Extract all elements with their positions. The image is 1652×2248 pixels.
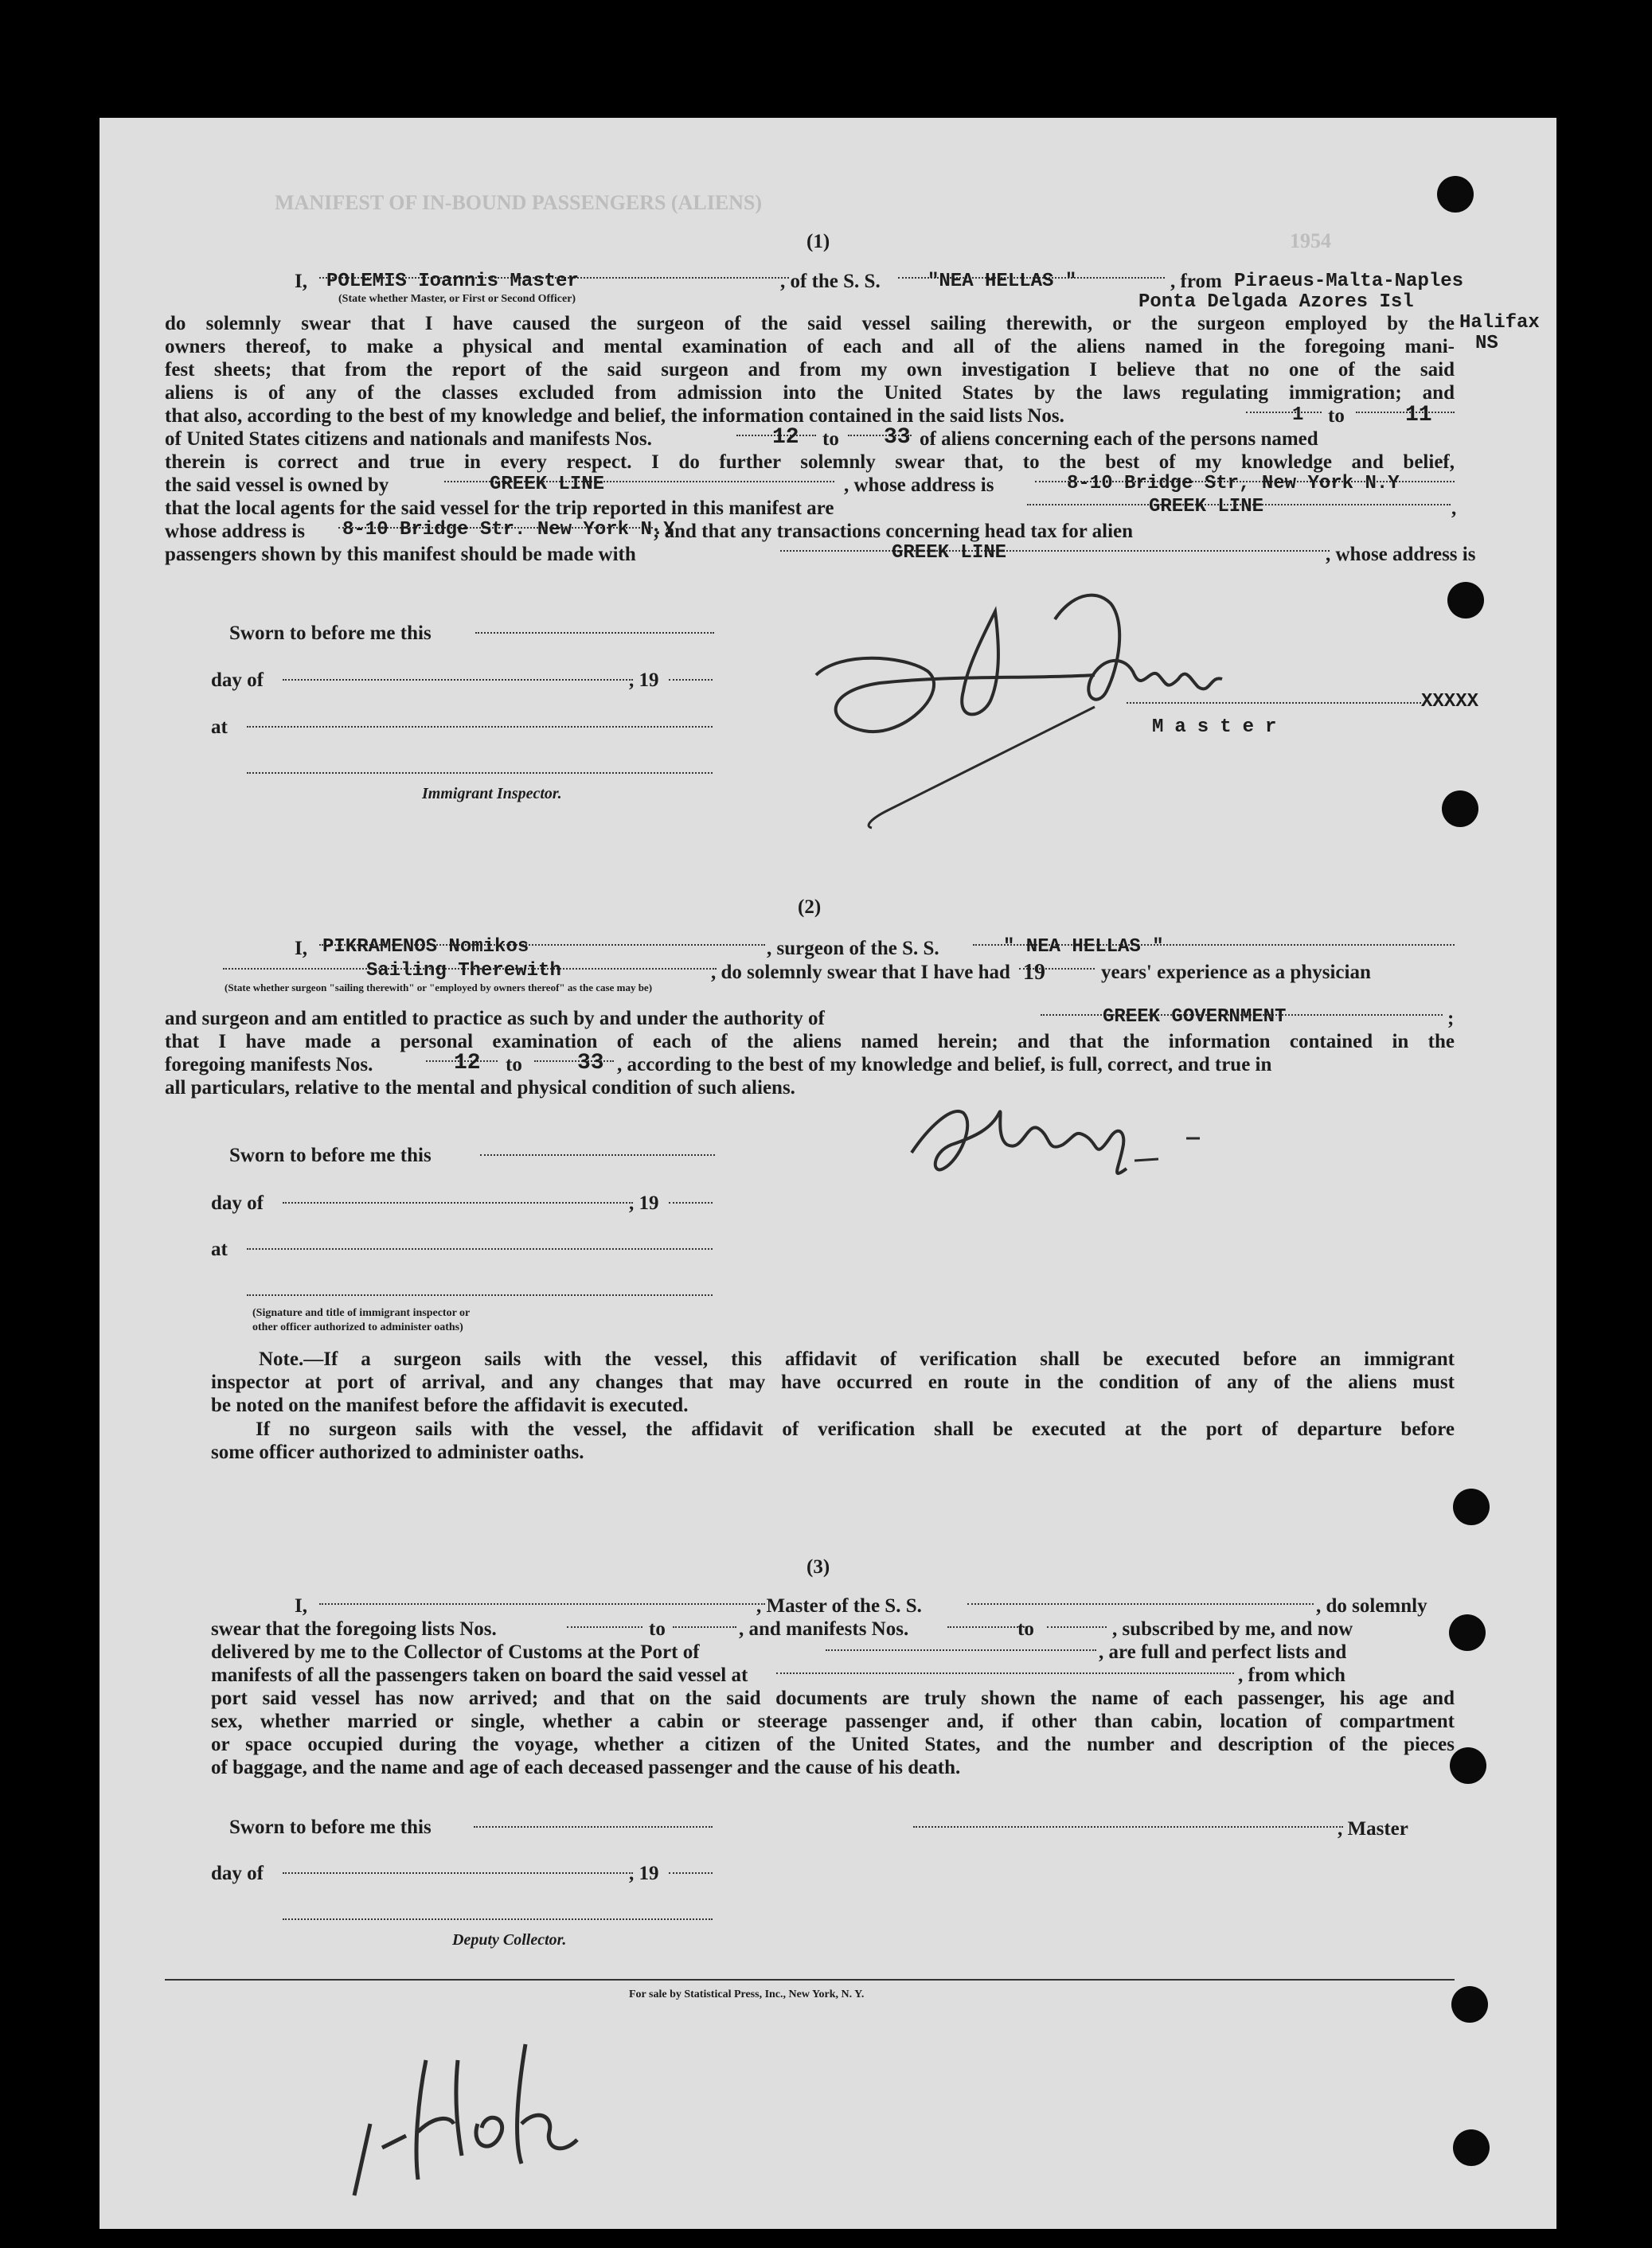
s2-line4a: foregoing manifests Nos. — [165, 1054, 373, 1075]
s1-head-tax-label: ; and that any transactions concerning head tax for alien — [653, 521, 1134, 542]
s2-at: at — [211, 1239, 228, 1260]
s1-line6b: of aliens concerning each of the persons named — [920, 428, 1318, 450]
footer-printer: For sale by Statistical Press, Inc., New York, N. Y. — [629, 1988, 865, 2000]
s3-nineteen: , 19 — [629, 1863, 659, 1884]
s1-owned-label: the said vessel is owned by — [165, 474, 389, 496]
s1-owner: GREEK LINE — [490, 474, 605, 495]
s1-agent-address: 8-10 Bridge Str. New York N.Y — [342, 519, 675, 541]
s3-year-line — [669, 1872, 713, 1874]
s1-line5a: that also, according to the best of my knowledge and belief, the information contained in the said lists Nos. — [165, 405, 1064, 427]
s2-line4b: , according to the best of my knowledge and belief, is full, correct, and true in — [617, 1054, 1272, 1075]
s2-line5: all particulars, relative to the mental and physical condition of such aliens. — [165, 1077, 795, 1099]
s3-day-line — [283, 1872, 633, 1874]
s2-line2: and surgeon and am entitled to practice as such by and under the authority of — [165, 1008, 825, 1029]
s1-line1: do solemnly swear that I have caused the surgeon of the said vessel sailing therewith, or the surgeon employed by the — [165, 313, 1455, 334]
s3-line3a: delivered by me to the Collector of Customs at the Port of — [211, 1641, 700, 1663]
surgeon-signature — [896, 1089, 1342, 1184]
s1-officer-caption: (State whether Master, or First or Second Officer) — [338, 293, 576, 305]
s2-sig-caption2: other officer authorized to administer oaths) — [252, 1321, 463, 1333]
s3-collector-line — [283, 1918, 713, 1920]
note-p1a: Note.—If a surgeon sails with the vessel, this affidavit of verification shall be executed before an immigrant — [259, 1348, 1455, 1370]
s1-agent-address-label: whose address is — [165, 521, 305, 542]
binder-hole — [1437, 176, 1474, 213]
s1-master-sig-line — [1127, 702, 1421, 704]
s1-day-line — [283, 679, 633, 681]
s2-sailing: Sailing Therewith — [366, 960, 561, 982]
s3-line3b: , are full and perfect lists and — [1099, 1641, 1347, 1663]
s1-master-title: Master — [1152, 716, 1288, 738]
s3-name-line — [319, 1603, 765, 1605]
s1-inspector-line — [247, 772, 713, 774]
s2-years-label: years' experience as a physician — [1101, 962, 1371, 983]
binder-hole — [1451, 1986, 1488, 2023]
s2-caption: (State whether surgeon "sailing therewith" or "employed by owners thereof" as the case may be) — [225, 982, 653, 993]
s1-vessel: "NEA HELLAS " — [928, 271, 1077, 292]
s2-sworn: Sworn to before me this — [229, 1145, 432, 1166]
s3-list-from-line — [567, 1626, 642, 1628]
master-signature — [792, 580, 1397, 850]
s2-line3: that I have made a personal examination of each of the aliens named herein; and that the information contained in the — [165, 1031, 1455, 1052]
binder-hole — [1453, 2129, 1490, 2166]
s1-to2: to — [822, 428, 839, 450]
s2-surgeon-of: , surgeon of the S. S. — [767, 938, 939, 959]
section3-number: (3) — [806, 1556, 830, 1578]
s3-board-line — [776, 1672, 1234, 1674]
s3-line4b: , from which — [1238, 1665, 1345, 1686]
s3-to2: to — [1017, 1618, 1034, 1640]
s2-to: to — [506, 1054, 522, 1075]
s1-line4: aliens is of any of the classes excluded from admission into the United States by the laws regulating immigration; and — [165, 382, 1455, 404]
s3-line7: or space occupied during the voyage, whether a citizen of the United States, and the number and description of the pieces — [211, 1734, 1455, 1755]
s3-man-from-line — [947, 1626, 1027, 1628]
s1-list-from: 1 — [1292, 404, 1304, 426]
handwritten-mark — [338, 2028, 609, 2211]
section2-number: (2) — [798, 896, 822, 918]
s1-line3: fest sheets; that from the report of the said surgeon and from my own investigation I believe that no one of the said — [165, 359, 1455, 381]
s1-day-of: day of — [211, 669, 264, 691]
s2-nineteen: , 19 — [629, 1192, 659, 1214]
s2-year-line — [669, 1202, 713, 1204]
s2-sig-line — [247, 1294, 713, 1296]
s1-agents-label: that the local agents for the said vessel for the trip reported in this manifest are — [165, 498, 834, 519]
s1-to1: to — [1328, 405, 1345, 427]
s2-vessel: " NEA HELLAS " — [1003, 936, 1164, 958]
binder-hole — [1447, 582, 1484, 619]
s1-line6a: of United States citizens and nationals and manifests Nos. — [165, 428, 652, 450]
s1-sworn: Sworn to before me this — [229, 622, 432, 644]
s1-agent: GREEK LINE — [1149, 496, 1264, 517]
s3-port-line — [826, 1649, 1096, 1651]
s2-at-line — [247, 1248, 713, 1250]
s2-man-to: 33 — [577, 1051, 604, 1075]
s2-swear: , do solemnly swear that I have had — [711, 962, 1010, 983]
s3-line2a: swear that the foregoing lists Nos. — [211, 1618, 497, 1640]
s1-inspector-caption: Immigrant Inspector. — [422, 785, 562, 802]
s1-owner-address: 8-10 Bridge Str, New York N.Y — [1067, 473, 1400, 494]
note-p2a: If no surgeon sails with the vessel, the affidavit of verification shall be executed at the port of departure before — [256, 1419, 1455, 1440]
s1-line2: owners thereof, to make a physical and mental examination of each and all of the aliens named in the foregoing mani- — [165, 336, 1455, 357]
s1-route4: NS — [1475, 333, 1498, 354]
s1-agent-comma: , — [1451, 498, 1457, 519]
s1-from: , from — [1170, 271, 1222, 292]
binder-hole — [1450, 1747, 1486, 1784]
s1-head-tax-party: GREEK LINE — [892, 542, 1007, 564]
s3-man-to-line — [1047, 1626, 1107, 1628]
note-p1b: inspector at port of arrival, and any changes that may have occurred en route in the condition of any of the aliens must — [211, 1372, 1455, 1393]
note-p1c: be noted on the manifest before the affidavit is executed. — [211, 1395, 689, 1416]
s2-years: 19 — [1023, 960, 1045, 985]
faint-header: MANIFEST OF IN-BOUND PASSENGERS (ALIENS) — [275, 191, 763, 214]
s3-collector-caption: Deputy Collector. — [452, 1931, 567, 1949]
s3-sworn: Sworn to before me this — [229, 1817, 432, 1838]
note-p2b: some officer authorized to administer oaths. — [211, 1442, 584, 1463]
s1-of-ss: , of the S. S. — [780, 271, 881, 292]
s1-route2: Ponta Delgada Azores Isl — [1138, 291, 1414, 313]
s2-sig-caption1: (Signature and title of immigrant inspector or — [252, 1307, 471, 1319]
s3-master-sig-line — [913, 1826, 1343, 1828]
s3-day-of: day of — [211, 1863, 264, 1884]
s2-sworn-line — [480, 1154, 715, 1156]
s1-intro: I, — [295, 271, 307, 292]
s3-swear: , do solemnly — [1316, 1595, 1427, 1617]
s1-route3: Halifax — [1459, 312, 1540, 334]
s1-passengers-label: passengers shown by this manifest should be made with — [165, 544, 636, 565]
s3-line2c: , subscribed by me, and now — [1112, 1618, 1353, 1640]
s1-master-strike: XXXXX — [1421, 691, 1479, 712]
binder-hole — [1442, 790, 1478, 827]
s1-list-from-line — [1246, 412, 1322, 413]
s1-master-name: POLEMIS Ioannis Master — [326, 271, 579, 292]
s1-man-from: 12 — [772, 425, 799, 450]
s3-line2b: , and manifests Nos. — [739, 1618, 909, 1640]
section1-number: (1) — [806, 231, 830, 252]
binder-hole — [1449, 1614, 1486, 1651]
s1-year-line — [669, 679, 713, 681]
s3-line6: sex, whether married or single, whether a cabin or steerage passenger and, if other than cabin, location of compartment — [211, 1711, 1455, 1732]
s3-vessel-line — [967, 1603, 1314, 1605]
footer-rule — [165, 1979, 1455, 1981]
s1-route1: Piraeus-Malta-Naples — [1234, 271, 1464, 292]
binder-hole — [1453, 1489, 1490, 1525]
s3-line5: port said vessel has now arrived; and that on the said documents are truly shown the name of each passenger, his age and — [211, 1688, 1455, 1709]
faint-year: 1954 — [1290, 229, 1331, 252]
s1-whose-label: , whose address is — [844, 474, 994, 496]
s2-surgeon-name: PIKRAMENOS Nomikos — [322, 936, 529, 958]
s1-at-line — [247, 726, 713, 728]
s2-authority: GREEK GOVERNMENT — [1103, 1006, 1287, 1028]
s1-list-to: 11 — [1405, 403, 1432, 427]
s1-head-tax-line — [780, 550, 1330, 552]
s3-master-of: , Master of the S. S. — [756, 1595, 922, 1617]
manifest-page — [100, 118, 1556, 2229]
s1-sworn-line — [475, 632, 714, 634]
s3-line8: of baggage, and the name and age of each deceased passenger and the cause of his death. — [211, 1757, 961, 1778]
s2-day-line — [283, 1202, 633, 1204]
s1-line7: therein is correct and true in every respect. I do further solemnly swear that, to the best of my knowledge and belief, — [165, 451, 1455, 473]
s3-line4a: manifests of all the passengers taken on board the said vessel at — [211, 1665, 748, 1686]
s2-man-from: 12 — [454, 1051, 481, 1075]
s1-man-to: 33 — [884, 425, 911, 450]
s3-sworn-line — [474, 1826, 713, 1828]
s2-intro: I, — [295, 938, 307, 959]
s1-at: at — [211, 716, 228, 738]
s1-nineteen: , 19 — [629, 669, 659, 691]
s3-list-to-line — [673, 1626, 736, 1628]
s2-semicolon: ; — [1447, 1008, 1455, 1029]
s2-day-of: day of — [211, 1192, 264, 1214]
s1-whose-end: , whose address is — [1326, 544, 1476, 565]
s3-intro: I, — [295, 1595, 307, 1617]
s3-to1: to — [649, 1618, 666, 1640]
s3-master-label: , Master — [1338, 1818, 1408, 1840]
